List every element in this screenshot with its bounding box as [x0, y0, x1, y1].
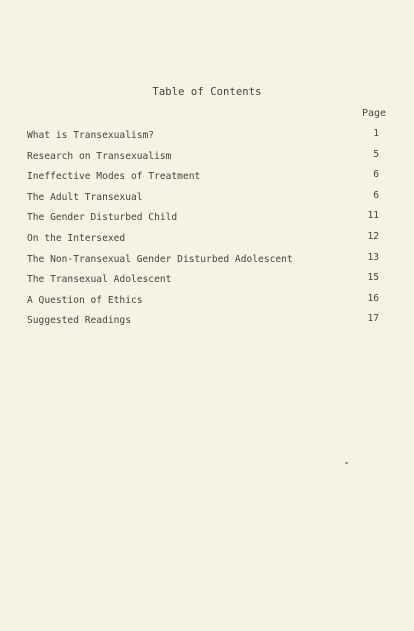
toc-entry	[27, 227, 381, 248]
toc-entry	[27, 206, 381, 227]
toc-entry-title: Suggested Readings	[27, 315, 131, 327]
toc-entry-title: On the Intersexed	[27, 232, 126, 244]
toc-entry	[27, 268, 381, 289]
toc-entry-page-number: 16	[367, 292, 379, 304]
toc-entry-title: Ineffective Modes of Treatment	[27, 171, 201, 183]
toc-entry-page-number: 13	[367, 251, 379, 263]
toc-entry-page-number: 1	[373, 128, 379, 139]
paper-speck	[345, 462, 348, 464]
page-column-header: Page	[362, 108, 387, 119]
toc-entry-page-number: 12	[367, 230, 379, 242]
toc-entry-title: The Transexual Adolescent	[27, 274, 172, 286]
toc-entry-page-number: 6	[373, 169, 379, 181]
toc-entry	[27, 248, 381, 269]
toc-entry	[27, 309, 381, 330]
toc-entry-page-number: 6	[373, 189, 379, 201]
toc-entry-title: The Adult Transexual	[27, 191, 143, 203]
toc-entry	[27, 289, 381, 310]
toc-entry-title: What is Transexualism?	[27, 130, 155, 141]
toc-entry-page-number: 17	[367, 313, 379, 325]
page-title: Table of Contents	[152, 86, 262, 98]
toc-entry	[27, 145, 381, 166]
toc-entry-page-number: 15	[367, 272, 379, 284]
toc-entry-page-number: 5	[373, 148, 379, 160]
toc-entry-title: Research on Transexualism	[27, 150, 172, 162]
toc-entry	[27, 165, 381, 186]
toc-entry	[27, 186, 381, 207]
toc-entry	[27, 124, 381, 145]
table-of-contents	[27, 124, 381, 330]
toc-entry-title: The Non-Transexual Gender Disturbed Adolescent	[27, 253, 293, 265]
toc-entry-page-number: 11	[367, 210, 379, 222]
toc-entry-title: The Gender Disturbed Child	[27, 212, 178, 224]
toc-entry-title: A Question of Ethics	[27, 294, 143, 306]
